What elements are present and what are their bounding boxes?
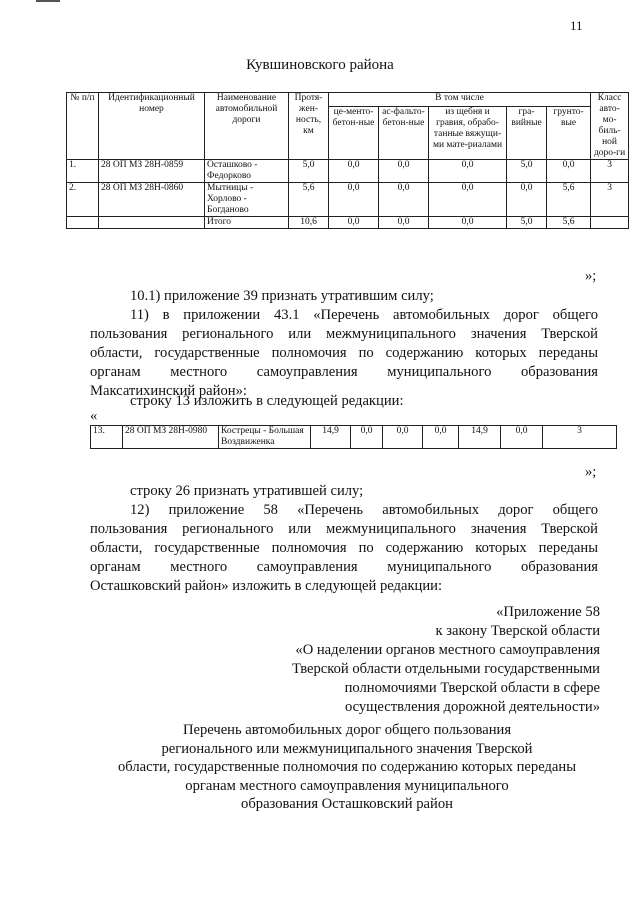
paragraph-line: области, государственные полномочия по содержанию которых переданы — [90, 345, 598, 361]
paragraph-line: пользования регионального или межмуниципального значения Тверской — [90, 326, 598, 342]
scan-mark — [36, 0, 60, 2]
table-row — [91, 426, 617, 449]
cell-gravel-treated: 0,0 — [429, 217, 507, 229]
cell-name: Кострецы - Большая Воздвиженка — [219, 426, 311, 449]
cell-asphalt: 0,0 — [379, 217, 429, 229]
roads-table-row-13 — [90, 425, 617, 449]
appendix-line: Тверской области отдельными государственными — [292, 661, 600, 677]
closing-quote: »; — [585, 464, 597, 480]
appendix-line: «О наделении органов местного самоуправления — [295, 642, 600, 658]
cell-gravel-treated: 0,0 — [429, 160, 507, 183]
cell-asphalt: 0,0 — [379, 183, 429, 217]
appendix-line: осуществления дорожной деятельности» — [344, 699, 600, 715]
list-title-line: регионального или межмуниципального значения Тверской — [161, 740, 533, 757]
paragraph-row-13: строку 13 изложить в следующей редакции: — [130, 393, 404, 409]
appendix-heading — [240, 603, 600, 717]
col-id-header: Идентификационный номер — [99, 93, 205, 160]
roads-table-kuvshinovo — [66, 92, 629, 229]
cell-class: 3 — [591, 183, 629, 217]
paragraph-line: пользования регионального или межмуниципального значения Тверской — [90, 521, 598, 537]
cell-num: 2. — [67, 183, 99, 217]
cell-num: 1. — [67, 160, 99, 183]
cell-gravel-treated: 0,0 — [423, 426, 459, 449]
cell-name: Мытницы - Хорлово - Богданово — [205, 183, 289, 217]
opening-quote: « — [90, 408, 98, 424]
col-group-header: В том числе — [329, 93, 591, 107]
cell-asphalt: 0,0 — [379, 160, 429, 183]
table-row — [67, 160, 629, 183]
cell-length: 10,6 — [289, 217, 329, 229]
page-number: 11 — [570, 18, 583, 33]
col-gravel-treated-header: из щебня и гравия, обрабо-танные вяжущи-ми мате-риалами — [429, 107, 507, 160]
cell-gravel: 0,0 — [507, 183, 547, 217]
list-title-line: органам местного самоуправления муниципального — [185, 777, 509, 794]
appendix-line: к закону Тверской области — [435, 623, 600, 639]
cell-gravel-treated: 0,0 — [429, 183, 507, 217]
appendix-line: «Приложение 58 — [496, 604, 600, 620]
cell-class — [591, 217, 629, 229]
region-title: Кувшиновского района — [246, 57, 394, 73]
cell-length: 5,0 — [289, 160, 329, 183]
paragraph-line: области, государственные полномочия по содержанию которых переданы — [90, 540, 598, 556]
cell-class: 3 — [591, 160, 629, 183]
paragraph-line: органам местного самоуправления муниципального образования — [90, 364, 598, 380]
cell-length: 5,6 — [289, 183, 329, 217]
cell-length: 14,9 — [311, 426, 351, 449]
closing-quote: »; — [585, 268, 597, 284]
paragraph-line: 12) приложение 58 «Перечень автомобильных дорог общего — [130, 502, 598, 518]
cell-ground: 0,0 — [547, 160, 591, 183]
cell-cement: 0,0 — [351, 426, 383, 449]
table-total-row — [67, 217, 629, 229]
paragraph-line: Максатихинский район»: — [90, 383, 247, 399]
cell-gravel: 14,9 — [459, 426, 501, 449]
cell-ground: 5,6 — [547, 217, 591, 229]
table-header-row — [67, 93, 629, 107]
cell-total-label: Итого — [205, 217, 289, 229]
list-title-line: области, государственные полномочия по содержанию которых переданы — [117, 759, 576, 775]
cell-name: Осташково - Федорково — [205, 160, 289, 183]
col-name-header: Наименование автомобильной дороги — [205, 93, 289, 160]
paragraph-11 — [90, 306, 598, 401]
cell-num: 13. — [91, 426, 123, 449]
cell-id: 28 ОП МЗ 28Н-0980 — [123, 426, 219, 449]
paragraph-line: Осташковский район» изложить в следующей редакции: — [90, 578, 443, 594]
cell-ground: 5,6 — [547, 183, 591, 217]
paragraph-line: органам местного самоуправления муниципального образования — [90, 559, 598, 575]
list-title — [66, 721, 628, 814]
cell-gravel: 5,0 — [507, 160, 547, 183]
list-title-line: Перечень автомобильных дорог общего пользования — [182, 722, 512, 738]
paragraph-10-1: 10.1) приложение 39 признать утратившим силу; — [130, 288, 434, 304]
cell-id: 28 ОП МЗ 28Н-0859 — [99, 160, 205, 183]
list-title-line: образования Осташковский район — [241, 796, 453, 812]
col-asphalt-header: ас-фальто-бетон-ные — [379, 107, 429, 160]
col-class-header: Класс авто-мо-биль-ной доро-ги — [591, 93, 629, 160]
col-length-header: Протя-жен-ность, км — [289, 93, 329, 160]
cell-cement: 0,0 — [329, 183, 379, 217]
paragraph-12 — [90, 501, 598, 596]
cell-ground: 0,0 — [501, 426, 543, 449]
cell-cement: 0,0 — [329, 160, 379, 183]
table-row — [67, 183, 629, 217]
cell-asphalt: 0,0 — [383, 426, 423, 449]
cell-gravel: 5,0 — [507, 217, 547, 229]
appendix-line: полномочиями Тверской области в сфере — [344, 680, 600, 696]
col-num-header: № п/п — [67, 93, 99, 160]
cell-class: 3 — [543, 426, 617, 449]
paragraph-line: 11) в приложении 43.1 «Перечень автомобильных дорог общего — [130, 307, 598, 323]
cell-id: 28 ОП МЗ 28Н-0860 — [99, 183, 205, 217]
col-ground-header: грунто-вые — [547, 107, 591, 160]
cell-cement: 0,0 — [329, 217, 379, 229]
paragraph-row-26: строку 26 признать утратившей силу; — [130, 483, 364, 499]
col-cement-header: це-менто-бетон-ные — [329, 107, 379, 160]
col-gravel-header: гра-вийные — [507, 107, 547, 160]
